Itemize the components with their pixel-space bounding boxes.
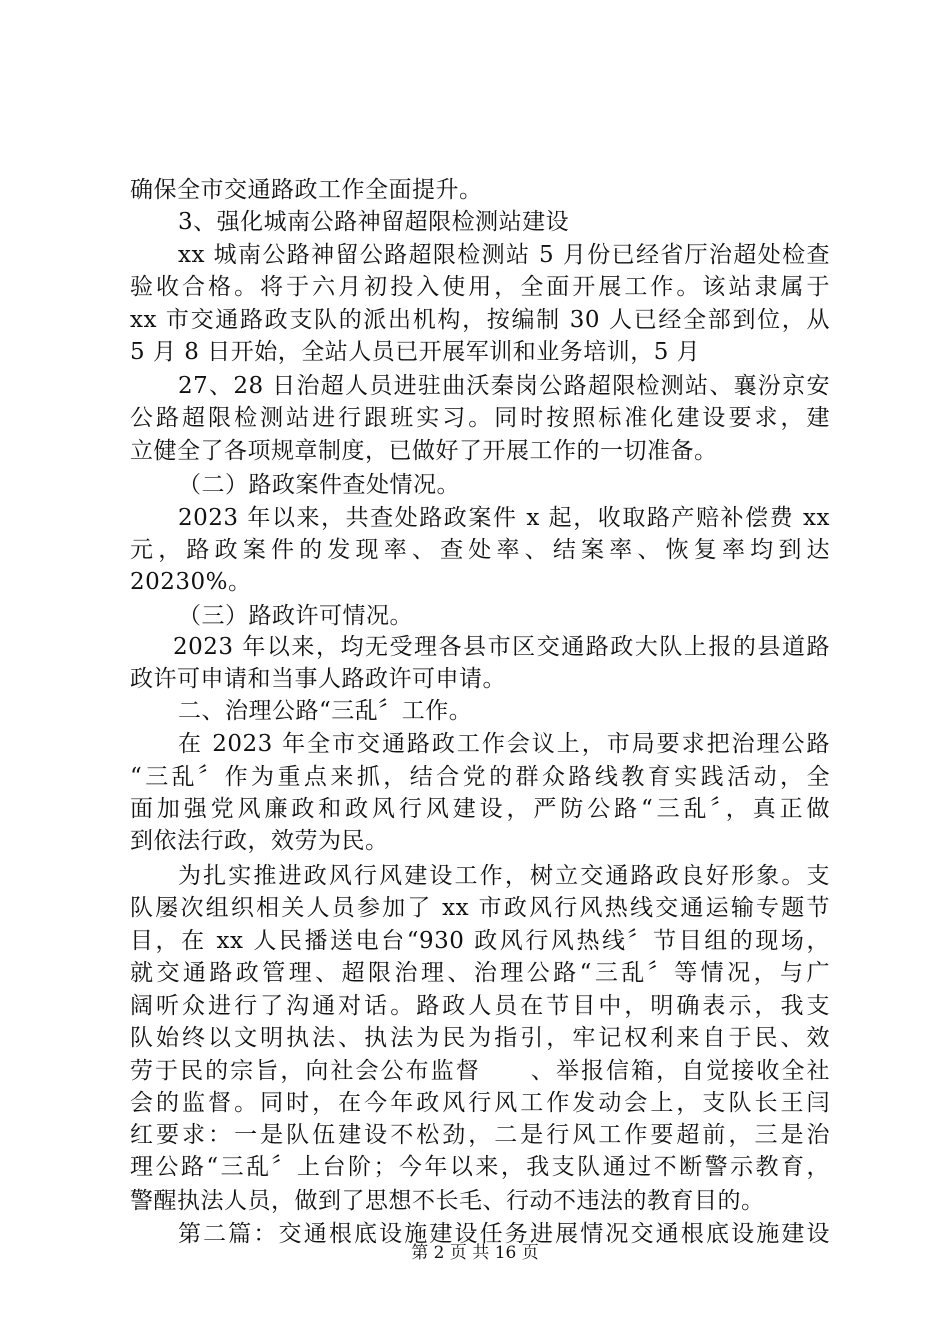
text-line: 元，路政案件的发现率、查处率、结案率、恢复率均到达 [130,537,830,563]
text-line: 会的监督。同时，在今年政风行风工作发动会上，支队长王闫 [130,1090,830,1116]
page-number: 第 2 页 共 16 页 [411,1243,539,1263]
text-line: 理公路“三乱〞上台阶；今年以来，我支队通过不断警示教育， [130,1154,830,1180]
text-line: 5 月 8 日开始，全站人员已开展军训和业务培训，5 月 [130,339,701,365]
text-line: 在 2023 年全市交通路政工作会议上，市局要求把治理公路 [178,731,830,757]
text-line: 2023 年以来，均无受理各县市区交通路政大队上报的县道路 [173,634,830,660]
text-line: 确保全市交通路政工作全面提升。 [130,177,483,203]
text-line: 到依法行政，效劳为民。 [130,828,389,854]
section-heading: 第二篇：交通根底设施建设任务进展情况交通根底设施建设 [178,1221,830,1247]
text-line: “三乱〞作为重点来抓，结合党的群众路线教育实践活动，全 [130,764,830,790]
text-line: 27、28 日治超人员进驻曲沃秦岗公路超限检测站、襄汾京安 [178,373,830,399]
text-line: 政许可申请和当事人路政许可申请。 [130,666,506,692]
text-line: xx 城南公路神留公路超限检测站 5 月份已经省厅治超处检查 [178,242,830,268]
text-line: xx 市交通路政支队的派出机构，按编制 30 人已经全部到位，从 [130,307,830,333]
text-line: 为扎实推进政风行风建设工作，树立交通路政良好形象。支 [178,863,830,889]
section-heading: 3、强化城南公路神留超限检测站建设 [178,209,570,235]
text-line: 队始终以文明执法、执法为民为指引，牢记权利来自于民、效 [130,1025,830,1051]
text-line: 阔听众进行了沟通对话。路政人员在节目中，明确表示，我支 [130,993,830,1019]
text-line: 2023 年以来，共查处路政案件 x 起，收取路产赔补偿费 xx [178,505,830,531]
section-heading: （二）路政案件查处情况。 [178,472,460,498]
text-line: 20230%。 [130,569,252,595]
text-line: 公路超限检测站进行跟班实习。同时按照标准化建设要求，建 [130,405,830,431]
text-line: 立健全了各项规章制度，已做好了开展工作的一切准备。 [130,438,718,464]
text-line: 劳于民的宗旨，向社会公布监督 、举报信箱，自觉接收全社 [130,1058,830,1084]
text-line: 红要求：一是队伍建设不松劲，二是行风工作要超前，三是治 [130,1122,830,1148]
text-line: 目，在 xx 人民播送电台“930 政风行风热线〞节目组的现场， [130,928,830,954]
text-line: 就交通路政管理、超限治理、治理公路“三乱〞等情况，与广 [130,960,830,986]
text-line: 验收合格。将于六月初投入使用，全面开展工作。该站隶属于 [130,274,830,300]
text-line: 警醒执法人员，做到了思想不长毛、行动不违法的教育目的。 [130,1188,765,1214]
section-heading: 二、治理公路“三乱〞工作。 [178,698,473,724]
section-heading: （三）路政许可情况。 [178,603,413,629]
text-line: 面加强党风廉政和政风行风建设，严防公路“三乱〞，真正做 [130,796,830,822]
text-line: 队屡次组织相关人员参加了 xx 市政风行风热线交通运输专题节 [130,895,830,921]
